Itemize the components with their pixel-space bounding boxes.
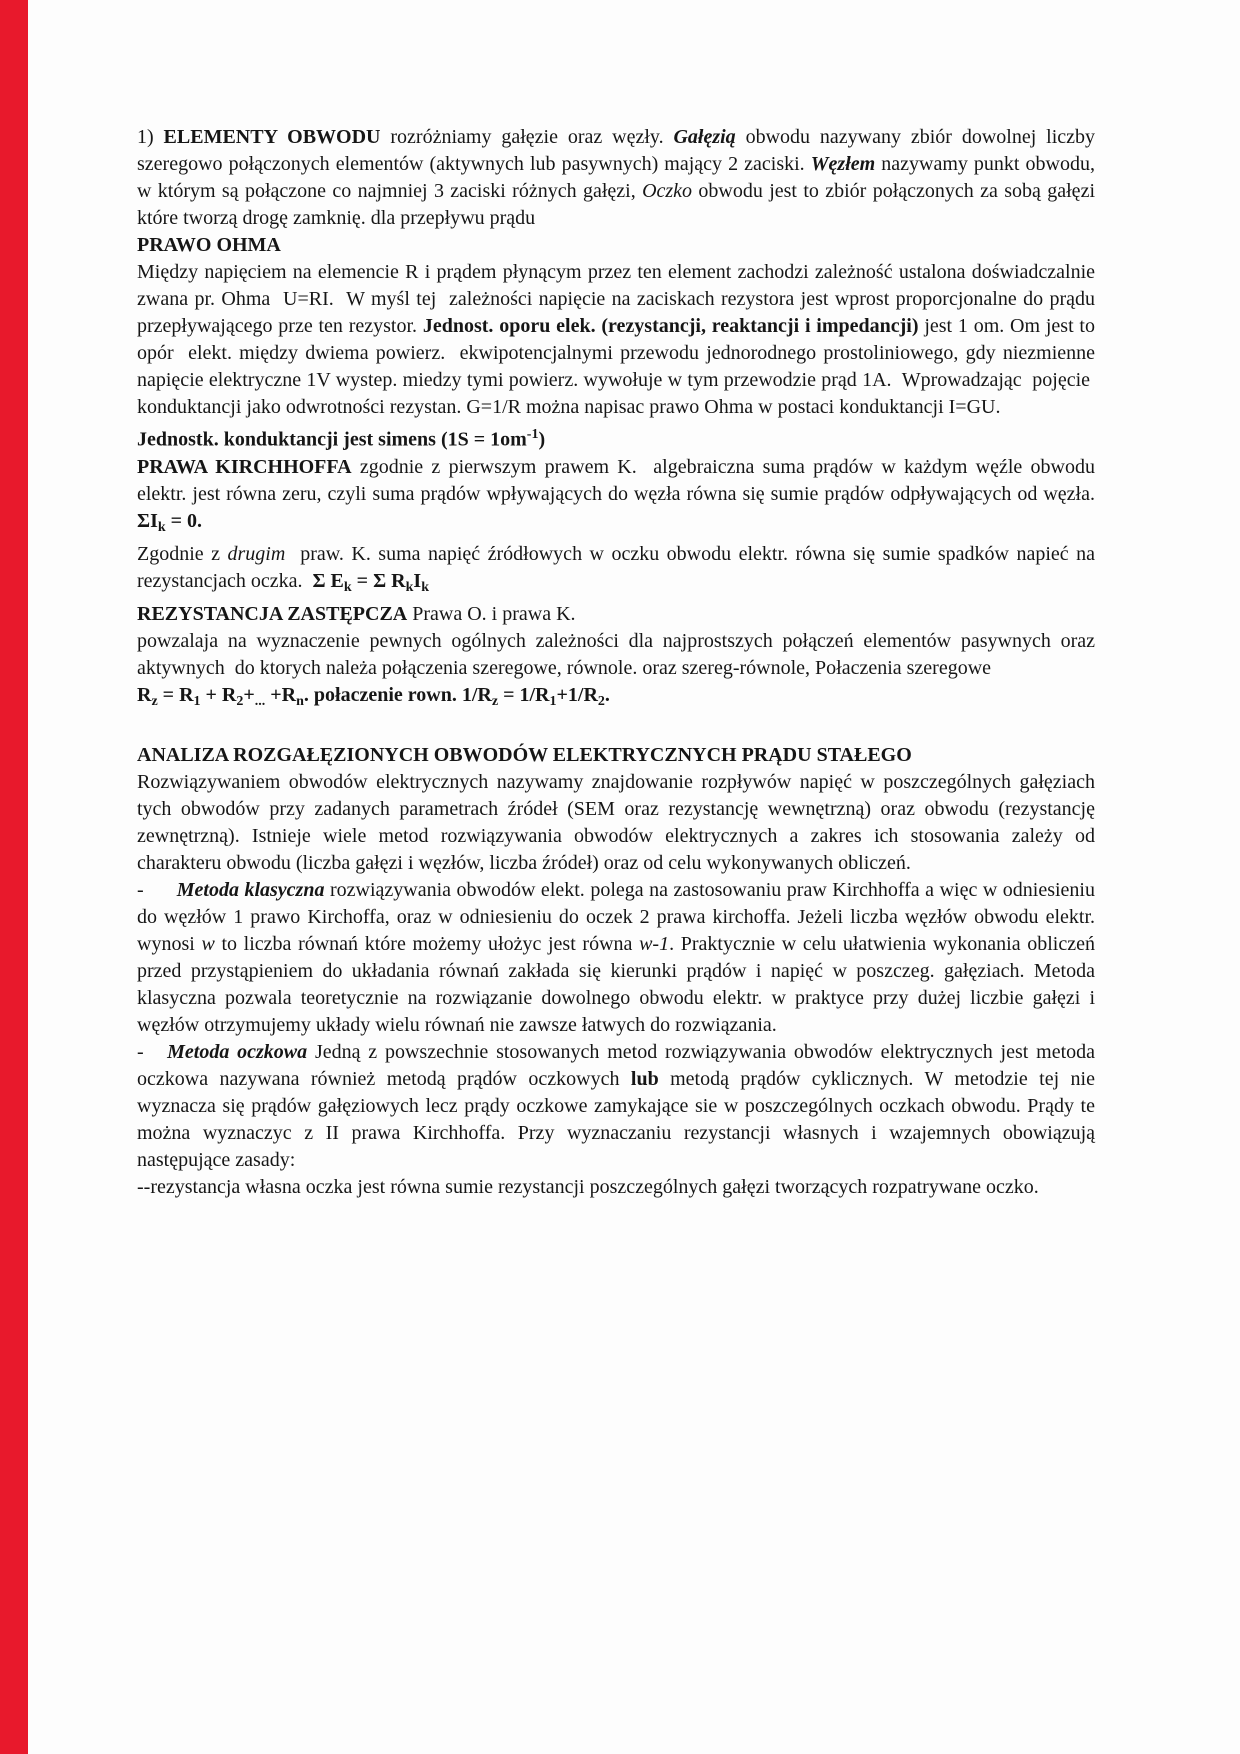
subscript-text: 2 <box>597 694 605 710</box>
bold-italic-text: Węzłem <box>810 153 876 175</box>
bold-italic-text: Metoda oczkowa <box>167 1041 308 1064</box>
paragraph-prawo-ohma <box>137 259 1095 421</box>
bold-italic-text: Metoda klasyczna <box>176 879 325 902</box>
body-text: praw. K. suma napięć źródłowych w oczku obwodu elektr. równa się sumie spadków napieć na rezystancjach oczka. <box>137 542 1095 592</box>
subscript-text: z <box>151 694 158 710</box>
subscript-text: n <box>296 694 304 710</box>
subscript-text: k <box>343 580 352 596</box>
bold-text: Jednost. oporu elek. (rezystancji, reaktancji i impedancji) <box>422 315 919 337</box>
blank-line <box>137 715 1095 742</box>
body-text: Prawa O. i prawa K. <box>407 603 576 626</box>
heading-prawo-ohma <box>137 232 1095 259</box>
subscript-text: k <box>421 580 429 596</box>
body-text: - <box>137 1041 168 1064</box>
paragraph-drugie-prawo <box>137 541 1095 601</box>
body-text: zgodnie z pierwszym prawem K. algebraiczna suma prądów w każdym węźle obwodu elektr. jest równa zeru, czyli suma prądów wpływających do węzła równa się sumie prądów odpływających od węzła. <box>137 455 1095 505</box>
line-rezystancja-zastepcza <box>137 601 1095 628</box>
body-text: --rezystancja własna oczka jest równa sumie rezystancji poszczególnych gałęzi tworzących rozpatrywane oczko. <box>137 1176 1039 1199</box>
body-text: rozróżniamy gałęzie oraz węzły. <box>380 126 674 148</box>
bold-text: + <box>243 684 255 707</box>
paragraph-rezystancja-wlasna <box>137 1174 1095 1201</box>
body-text: obwodu jest to zbiór połączonych za sobą gałęzi które tworzą drogę zamknię. dla przepływu prądu <box>137 180 1095 229</box>
subscript-text: z <box>491 694 499 710</box>
bold-text: PRAWA KIRCHHOFFA <box>137 455 352 478</box>
bold-italic-text: Gałęzią <box>673 126 736 148</box>
subscript-text: 2 <box>236 694 244 710</box>
bold-text: Σ E <box>312 569 344 592</box>
subscript-text: 1 <box>193 694 201 710</box>
body-text: 1) <box>137 126 164 148</box>
body-text: jest 1 om. Om jest to opór elekt. między dwiema powierz. ekwipotencjalnymi przewodu jednorodnego prostoliniowego, gdy niezmienne napięcie elektryczne 1V wystep. miedzy tymi powierz. wywołuje w tym przewodzie prąd 1A. Wprowadzając pojęcie konduktancji jako odwrotności rezystan. G=1/R można napisac prawo Ohma w postaci konduktancji I=GU. <box>137 315 1095 418</box>
paragraph-prawa-kirchhoffa <box>137 454 1095 541</box>
body-text: Jedną z powszechnie stosowanych metod rozwiązywania obwodów elektrycznych jest metoda oczkowa nazywana również metodą prądów oczkowych <box>137 1041 1096 1091</box>
body-text: powzalaja na wyznaczenie pewnych ogólnych zależności dla najprostszych połączeń elementów pasywnych oraz aktywnych do ktorych należa połączenia szeregowe, równole. oraz szereg-równole, Połaczenia szeregowe <box>137 630 1095 680</box>
body-text: rozwiązywania obwodów elekt. polega na zastosowaniu praw Kirchhoffa a więc w odniesieniu do węzłów 1 prawo Kirchoffa, oraz w odniesieniu do oczek 2 prawa kirchoffa. Jeżeli liczba węzłów obwodu elektr. wynosi <box>137 879 1095 956</box>
bold-text: . połaczenie rown. 1/R <box>303 684 492 707</box>
superscript-text: -1 <box>526 427 539 442</box>
italic-text: Oczko <box>642 180 693 202</box>
bold-text: = R <box>157 684 194 707</box>
bold-text: ΣI <box>137 509 158 532</box>
body-text: . Praktycznie w celu ułatwienia wykonania obliczeń przed przystąpieniem do układania równań zakłada się kierunki prądów i napięć w poszczeg. gałęziach. Metoda klasyczna pozwala teoretycznie na rozwiązanie dowolnego obwodu elektr. w praktyce przy dużej liczbie gałęzi i węzłów otrzymujemy układy wielu równań nie zawsze łatwych do rozwiązania. <box>137 933 1095 1037</box>
bold-text: +R <box>265 684 297 707</box>
paragraph-rozwiazywanie-obwodow <box>137 769 1095 877</box>
line-jednostka-konduktancji <box>137 421 1095 454</box>
line-formula-rezystancja <box>137 682 1095 715</box>
paragraph-rezystancja-zastepcza <box>137 628 1095 682</box>
bold-text: ELEMENTY OBWODU <box>163 126 381 148</box>
bold-text: = 0. <box>165 509 203 532</box>
subscript-text: k <box>157 519 166 535</box>
paragraph-metoda-oczkowa <box>137 1039 1095 1174</box>
bold-text: Jednostk. konduktancji jest simens (1S = 1om <box>137 428 527 451</box>
body-text: metodą prądów cyklicznych. W metodzie tej nie wyznacza się prądów gałęziowych lecz prądy oczkowe zamykające sie w poszczególnych oczkach obwodu. Prądy te można wyznaczyc z II prawa Kirchhoffa. Przy wyznaczaniu rezystancji własnych i wzajemnych obowiązują następujące zasady: <box>137 1068 1095 1172</box>
body-text: obwodu nazywany zbiór dowolnej liczby szeregowo połączonych elementów (aktywnych lub pasywnych) mający 2 zaciski. <box>137 126 1096 175</box>
body-text: nazywamy punkt obwodu, w którym są połączone co najmniej 3 zaciski różnych gałęzi, <box>137 153 1095 202</box>
bold-text: . <box>604 684 610 707</box>
bold-text: REZYSTANCJA ZASTĘPCZA <box>137 603 408 626</box>
italic-text: w <box>201 933 215 956</box>
heading-analiza <box>137 742 1095 769</box>
italic-text: w-1 <box>639 933 670 956</box>
bold-text: I <box>413 569 422 592</box>
bold-text: ANALIZA ROZGAŁĘZIONYCH OBWODÓW ELEKTRYCZNYCH PRĄDU STAŁEGO <box>137 744 912 767</box>
subscript-text: k <box>405 580 414 596</box>
paragraph-elementy-obwodu <box>137 124 1095 232</box>
bold-text: ) <box>538 428 546 451</box>
body-text: Między napięciem na elemencie R i prądem płynącym przez ten element zachodzi zależność ustalona doświadczalnie zwana pr. Ohma U=RI. W myśl tej zależności napięcie na zaciskach rezystora jest wprost proporcjonalne do prądu przepływającego prze ten rezystor. <box>137 261 1095 337</box>
left-edge-red-banner <box>0 0 28 1754</box>
bold-text: + R <box>200 684 237 707</box>
body-text: to liczba równań które możemy ułożyc jest równa <box>214 933 640 956</box>
subscript-text: ... <box>254 694 266 710</box>
bold-text: = Σ R <box>351 569 406 592</box>
paragraph-metoda-klasyczna <box>137 877 1095 1039</box>
bold-text: = 1/R <box>498 684 550 707</box>
subscript-text: 1 <box>549 694 557 710</box>
bold-text: lub <box>630 1068 659 1091</box>
bold-text: R <box>137 684 152 707</box>
bold-text: PRAWO OHMA <box>137 234 281 256</box>
bold-text: +1/R <box>556 684 598 707</box>
body-text: Zgodnie z <box>137 542 228 565</box>
document-text-column <box>137 124 1095 1201</box>
body-text: Rozwiązywaniem obwodów elektrycznych nazywamy znajdowanie rozpływów napięć w poszczególnych gałęziach tych obwodów przy zadanych parametrach źródeł (SEM oraz rezystancję wewnętrzną) oraz obwodu (rezystancję zewnętrzną). Istnieje wiele metod rozwiązywania obwodów elektrycznych a zakres ich stosowania zależy od charakteru obwodu (liczba gałęzi i węzłów, liczba źródeł) oraz od celu wykonywanych obliczeń. <box>137 771 1095 875</box>
body-text: - <box>137 879 177 902</box>
italic-text: drugim <box>227 542 286 565</box>
